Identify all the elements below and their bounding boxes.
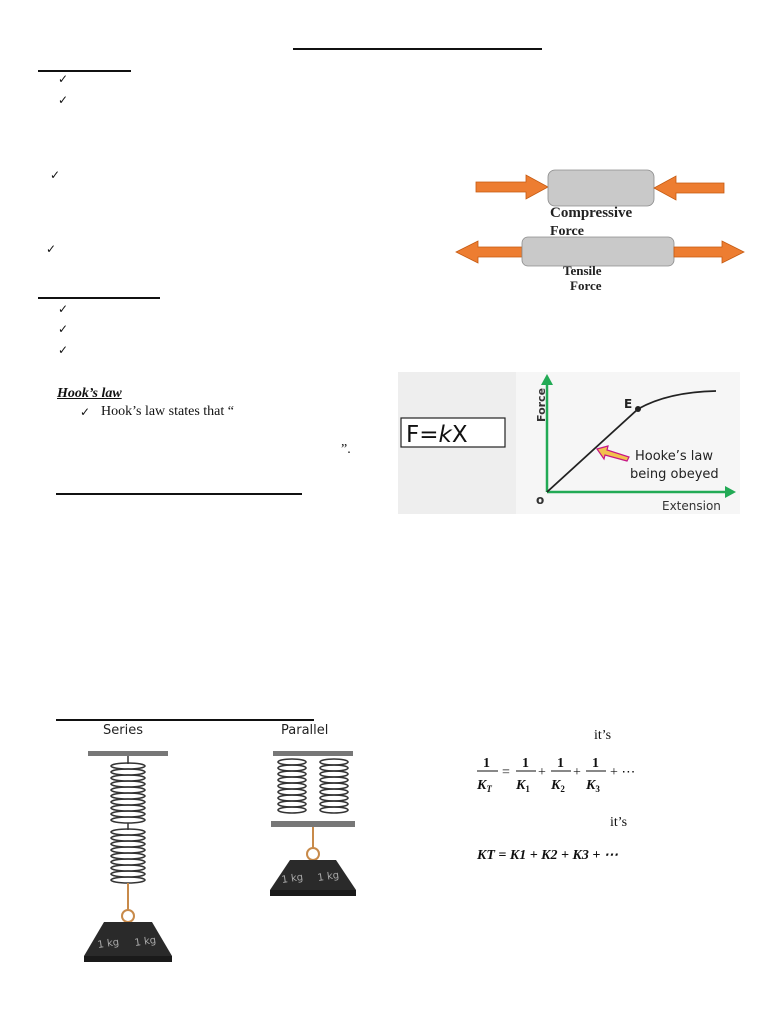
svg-text:K1: $K_1$	[516, 778, 530, 794]
tensile-arrow-right	[674, 241, 744, 263]
y-axis-label: Force	[535, 387, 548, 422]
compressive-label-force: Force	[550, 224, 584, 239]
svg-text:1: 1	[592, 756, 599, 771]
series-mass	[84, 922, 172, 956]
section-rule-3	[56, 493, 302, 495]
x-axis-label: Extension	[662, 499, 721, 513]
svg-text:1: 1	[522, 756, 529, 771]
series-note: it’s	[594, 728, 612, 743]
check-bullet: ✓	[58, 322, 69, 336]
elastic-limit-point	[635, 406, 641, 412]
check-bullet: ✓	[58, 302, 69, 316]
origin-label: o	[536, 493, 545, 507]
parallel-formula: KT = K1 + K2 + K3 + ⋯	[477, 848, 618, 863]
parallel-mass-label: 1 kg	[280, 872, 304, 886]
compressive-arrow-left	[476, 175, 548, 199]
hookes-law-graph-figure	[398, 372, 740, 514]
svg-text:+: +	[538, 765, 546, 780]
svg-text:=: =	[502, 765, 510, 780]
check-bullet: ✓	[58, 72, 69, 86]
series-mass-label: 1 kg	[96, 937, 120, 951]
series-formula	[474, 750, 674, 798]
compressive-arrow-right	[654, 176, 724, 200]
svg-text:K2: $K_2$	[551, 778, 565, 794]
compressive-block	[548, 170, 654, 206]
parallel-spring-left	[278, 759, 306, 813]
tensile-label: Tensile	[563, 263, 602, 278]
svg-text:+ ⋯: + ⋯	[610, 765, 636, 780]
svg-text:K3: $K_3$	[586, 778, 600, 794]
series-spring-bottom	[111, 829, 145, 883]
elastic-limit-label: E	[624, 397, 633, 411]
series-mass-label-2: 1 kg	[133, 935, 157, 949]
section-rule-1	[38, 70, 131, 72]
svg-text:1: 1	[557, 756, 564, 771]
parallel-label: Parallel	[281, 723, 329, 738]
tensile-arrow-left	[456, 241, 522, 263]
tensile-block	[522, 237, 674, 266]
svg-text:+: +	[573, 765, 581, 780]
compressive-label: Compressive	[550, 205, 633, 221]
section-rule-2	[38, 297, 160, 299]
tensile-label-force: Force	[570, 278, 602, 293]
series-spring-top	[111, 763, 145, 823]
title-rule	[293, 48, 542, 50]
parallel-lower-bar	[271, 821, 355, 827]
equation-text: F=kX	[406, 422, 468, 448]
check-bullet: ✓	[58, 93, 69, 107]
parallel-note: it’s	[610, 815, 628, 830]
svg-text:KT: $K_T$	[477, 778, 492, 794]
springs-figure	[60, 720, 370, 970]
parallel-spring-right	[320, 759, 348, 813]
series-label: Series	[103, 723, 143, 738]
check-bullet: ✓	[58, 343, 69, 357]
check-bullet: ✓	[46, 242, 57, 256]
series-ceiling-bar	[88, 751, 168, 756]
hookes-law-statement-end: ”.	[341, 442, 351, 457]
annotation-line2: being obeyed	[630, 467, 719, 482]
check-bullet: ✓	[80, 405, 91, 419]
parallel-mass-label-2: 1 kg	[316, 870, 340, 884]
parallel-ceiling-bar	[273, 751, 353, 756]
svg-text:1: 1	[483, 756, 490, 771]
hookes-law-heading: Hook’s law	[57, 386, 122, 401]
annotation-line1: Hooke’s law	[635, 449, 713, 464]
hookes-law-statement: Hook’s law states that “	[101, 404, 234, 419]
forces-figure	[452, 165, 748, 295]
check-bullet: ✓	[50, 168, 61, 182]
